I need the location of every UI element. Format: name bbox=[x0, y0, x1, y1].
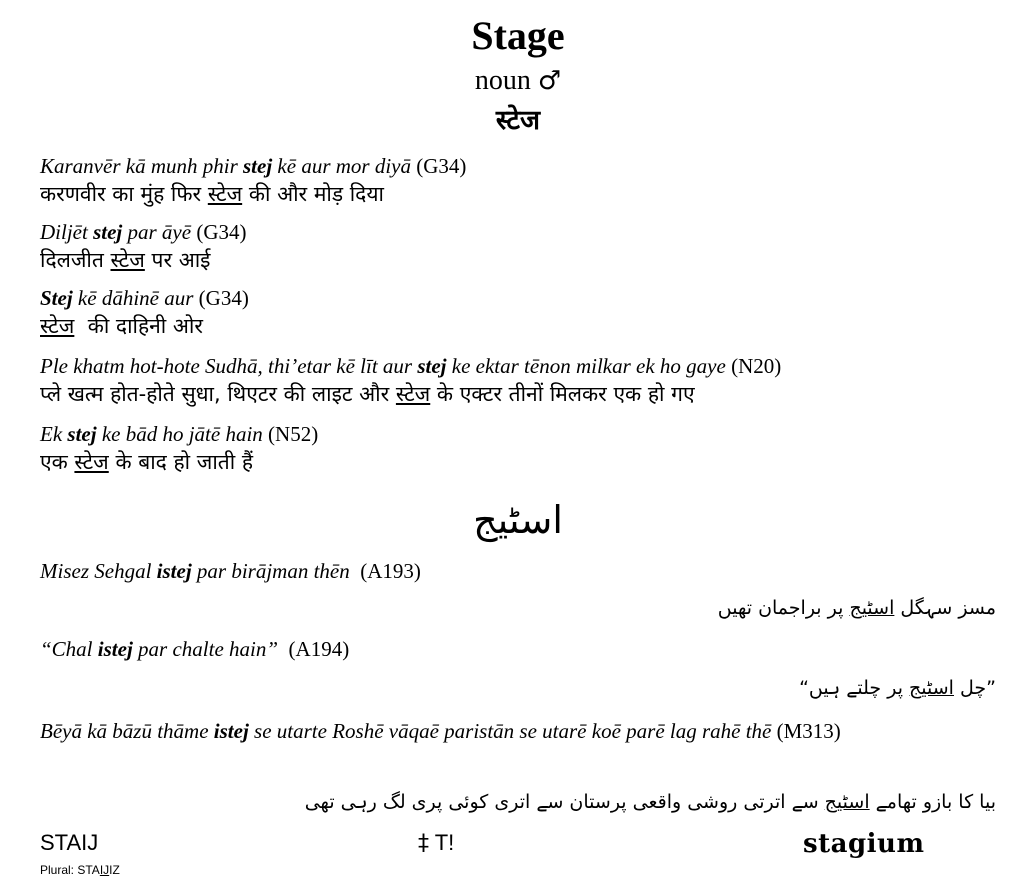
part-of-speech bbox=[0, 64, 1024, 98]
urdu-example-1-transliteration: Misez Sehgal istej par birājman thēn (A193) bbox=[40, 559, 421, 583]
urdu-headword: اسٹیج bbox=[473, 498, 563, 542]
urdu-example-3-transliteration: Bēyā kā bāzū thāme istej se utarte Roshē vāqaē paristān se utarē koē parē lag rahē thē (M313) bbox=[40, 719, 841, 743]
phonetic-spelling: STAIJ bbox=[40, 830, 99, 855]
headword-title: Stage bbox=[471, 13, 565, 58]
example-2-transliteration: Diljēt stej par āyē (G34) bbox=[40, 220, 247, 244]
example-1-transliteration: Karanvēr kā munh phir stej kē aur mor diyā (G34) bbox=[40, 154, 467, 178]
urdu-example-2-transliteration: “Chal istej par chalte hain” (A194) bbox=[40, 637, 350, 661]
masculine-gender-icon: ♂ bbox=[537, 66, 562, 96]
example-5-devanagari: एक स्टेज के बाद हो जाती हैं bbox=[40, 450, 254, 474]
dagger-code: ‡ T! bbox=[418, 830, 455, 856]
example-5-transliteration: Ek stej ke bād ho jātē hain (N52) bbox=[40, 422, 319, 446]
plural-form: Plural: STAIJIZ bbox=[40, 863, 120, 877]
urdu-example-1-script: مسز سہگل اسٹیج پر براجمان تھیں bbox=[717, 597, 996, 619]
etymon-word: stagium bbox=[803, 829, 925, 859]
urdu-example-2-script: ”چل اسٹیج پر چلتے ہیں“ bbox=[799, 677, 996, 699]
urdu-example-3-script: بیا کا بازو تھامے اسٹیج سے اترتی روشی واقعی پرستان سے اتری کوئی پری لگ رہی تھی bbox=[304, 791, 996, 813]
example-4-devanagari: प्ले खत्म होत-होते सुधा, थिएटर की लाइट और स्टेज के एक्टर तीनों मिलकर एक हो गए bbox=[40, 382, 695, 406]
example-3-devanagari: स्टेज की दाहिनी ओर bbox=[40, 314, 203, 338]
example-3-transliteration: Stej kē dāhinē aur (G34) bbox=[40, 286, 249, 310]
double-dagger-icon: ‡ bbox=[418, 831, 429, 856]
example-4-transliteration: Ple khatm hot-hote Sudhā, thi’etar kē līt aur stej ke ektar tēnon milkar ek ho gaye (N20) bbox=[40, 354, 782, 378]
example-2-devanagari: दिलजीत स्टेज पर आई bbox=[40, 248, 211, 272]
example-1-devanagari: करणवीर का मुंह फिर स्टेज की और मोड़ दिया bbox=[40, 182, 384, 206]
hindi-headword: स्टेज bbox=[495, 105, 541, 136]
pos-label: noun bbox=[474, 65, 531, 96]
